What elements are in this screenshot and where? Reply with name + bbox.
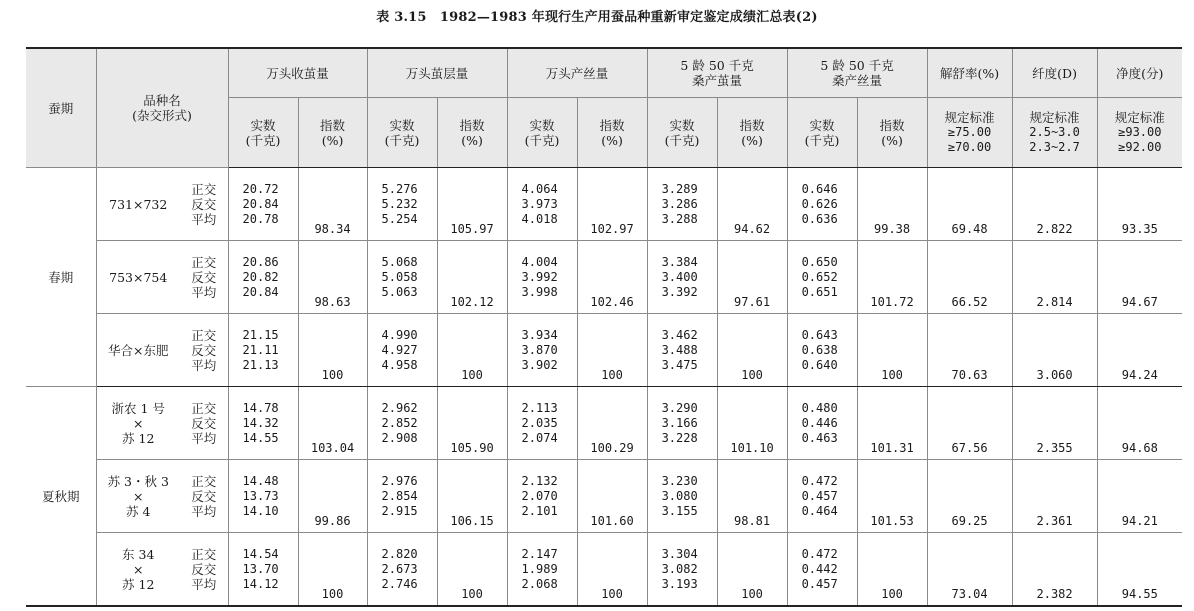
header-cocoon-yield — [228, 48, 367, 98]
mulberry-cocoon-index: 100 — [717, 533, 787, 607]
mulberry-silk-values-line: 0.464 — [801, 503, 838, 518]
table-row — [26, 533, 1182, 607]
cross-type-line: 正交 — [191, 254, 217, 270]
mulberry-cocoon-values-line: 3.080 — [661, 488, 698, 503]
cocoon-yield-values-line: 20.72 — [242, 181, 279, 196]
header-index — [717, 98, 787, 168]
silk-yield-values-line: 2.101 — [521, 503, 558, 518]
header-line: 实数 — [669, 117, 695, 133]
mulberry-cocoon-values — [647, 168, 717, 241]
table-caption: 表 3.15 1982—1983 年现行生产用蚕品种重新审定鉴定成绩汇总表(2) — [376, 10, 818, 25]
silk-yield-values — [507, 533, 577, 607]
variety-name — [96, 314, 180, 387]
cocoon-yield-index: 98.63 — [298, 241, 367, 314]
header-line: (千克) — [804, 132, 840, 148]
mulberry-cocoon-index: 98.81 — [717, 460, 787, 533]
season-cell: 夏秋期 — [26, 387, 96, 607]
header-line: 实数 — [809, 117, 835, 133]
header-actual — [647, 98, 717, 168]
filament-size: 2.814 — [1012, 241, 1097, 314]
filament-size: 2.382 — [1012, 533, 1097, 607]
silk-yield-values-line: 2.074 — [521, 430, 558, 445]
header-index — [298, 98, 367, 168]
mulberry-silk-values-line: 0.646 — [801, 181, 838, 196]
mulberry-cocoon-values — [647, 387, 717, 460]
variety-name-line: 苏 4 — [126, 503, 151, 519]
variety-name-line: 东 34 — [122, 546, 155, 562]
header-line: 万头产丝量 — [545, 65, 609, 81]
header-line: (%) — [601, 132, 623, 148]
mulberry-cocoon-values-line: 3.475 — [661, 357, 698, 372]
cross-type-line: 正交 — [191, 327, 217, 343]
header-line: (%) — [741, 132, 763, 148]
header-line: 指数 — [739, 117, 765, 133]
filament-size: 2.361 — [1012, 460, 1097, 533]
cocoon-yield-values-line: 14.32 — [242, 415, 279, 430]
variety-name — [96, 460, 180, 533]
cocoon-yield-values-line: 14.48 — [242, 473, 279, 488]
header-line: 指数 — [599, 117, 625, 133]
silk-yield-index: 100 — [577, 314, 647, 387]
header-line: ≥75.00 — [947, 125, 992, 139]
silk-yield-values-line: 3.998 — [521, 284, 558, 299]
silk-yield-index: 102.46 — [577, 241, 647, 314]
neatness-score: 94.55 — [1097, 533, 1182, 607]
mulberry-cocoon-values-line: 3.155 — [661, 503, 698, 518]
header-shell-weight — [367, 48, 507, 98]
header-actual — [228, 98, 298, 168]
filament-size: 2.822 — [1012, 168, 1097, 241]
mulberry-cocoon-values-line: 3.230 — [661, 473, 698, 488]
table-row — [26, 314, 1182, 387]
cocoon-yield-values-line: 14.78 — [242, 400, 279, 415]
table-row — [26, 168, 1182, 241]
cross-type-line: 平均 — [191, 576, 217, 592]
table-row — [26, 460, 1182, 533]
cocoon-yield-values-line: 14.12 — [242, 576, 279, 591]
variety-name-line: × — [133, 488, 144, 504]
mulberry-cocoon-values — [647, 460, 717, 533]
shell-weight-values-line: 2.852 — [381, 415, 418, 430]
cross-type-line: 平均 — [191, 211, 217, 227]
header-variety — [96, 48, 228, 168]
shell-weight-index: 106.15 — [437, 460, 507, 533]
mulberry-cocoon-index: 101.10 — [717, 387, 787, 460]
silk-yield-values-line: 2.068 — [521, 576, 558, 591]
silk-yield-values — [507, 168, 577, 241]
header-season: 蚕期 — [26, 48, 96, 168]
shell-weight-values — [367, 241, 437, 314]
silk-yield-values — [507, 314, 577, 387]
neatness-score: 94.21 — [1097, 460, 1182, 533]
silk-yield-values-line: 3.870 — [521, 342, 558, 357]
silk-yield-values-line: 3.934 — [521, 327, 558, 342]
mulberry-silk-values — [787, 460, 857, 533]
silk-yield-values-line: 2.113 — [521, 400, 558, 415]
header-line: (%) — [321, 132, 344, 148]
shell-weight-values — [367, 460, 437, 533]
header-line: 2.3~2.7 — [1029, 140, 1080, 154]
cross-type — [180, 460, 228, 533]
shell-weight-values-line: 5.232 — [381, 196, 418, 211]
header-line: (千克) — [664, 132, 700, 148]
header-line: ≥70.00 — [947, 140, 992, 154]
cross-type-line: 正交 — [191, 546, 217, 562]
cross-type — [180, 533, 228, 607]
cocoon-yield-values-line: 21.15 — [242, 327, 279, 342]
silk-yield-values-line: 3.992 — [521, 269, 558, 284]
silk-yield-values-line: 2.070 — [521, 488, 558, 503]
mulberry-silk-values — [787, 314, 857, 387]
mulberry-silk-values-line: 0.643 — [801, 327, 838, 342]
mulberry-cocoon-values-line: 3.290 — [661, 400, 698, 415]
mulberry-cocoon-values-line: 3.289 — [661, 181, 698, 196]
shell-weight-values-line: 5.254 — [381, 211, 418, 226]
header-mulberry-silk — [787, 48, 927, 98]
header-index — [577, 98, 647, 168]
shell-weight-index: 105.97 — [437, 168, 507, 241]
cross-type — [180, 168, 228, 241]
shell-weight-values — [367, 314, 437, 387]
shell-weight-index: 100 — [437, 533, 507, 607]
shell-weight-values-line: 2.854 — [381, 488, 418, 503]
cross-type-line: 平均 — [191, 430, 217, 446]
shell-weight-values-line: 2.746 — [381, 576, 418, 591]
header-line: 5 龄 50 千克 — [820, 58, 894, 73]
cocoon-yield-index: 99.86 — [298, 460, 367, 533]
mulberry-cocoon-values — [647, 533, 717, 607]
mulberry-silk-index: 101.31 — [857, 387, 927, 460]
cross-type — [180, 241, 228, 314]
cocoon-yield-values-line: 14.10 — [242, 503, 279, 518]
cross-type-line: 正交 — [191, 473, 217, 489]
silk-yield-index: 100.29 — [577, 387, 647, 460]
mulberry-cocoon-values-line: 3.193 — [661, 576, 698, 591]
cocoon-yield-values-line: 20.86 — [242, 254, 279, 269]
cocoon-yield-values — [228, 387, 298, 460]
mulberry-silk-values — [787, 387, 857, 460]
mulberry-silk-values-line: 0.638 — [801, 342, 838, 357]
header-line: 指数 — [459, 117, 485, 133]
variety-name-line: × — [133, 561, 144, 577]
neatness-score: 94.24 — [1097, 314, 1182, 387]
silk-yield-values-line: 1.989 — [521, 561, 558, 576]
cocoon-yield-values-line: 13.73 — [242, 488, 279, 503]
header-actual — [507, 98, 577, 168]
cross-type-line: 反交 — [191, 488, 217, 504]
neatness-score: 93.35 — [1097, 168, 1182, 241]
cross-type-line: 反交 — [191, 342, 217, 358]
cross-type-line: 反交 — [191, 269, 217, 285]
shell-weight-values-line: 5.276 — [381, 181, 418, 196]
variety-name-line: × — [133, 415, 144, 431]
header-silk-yield — [507, 48, 647, 98]
cross-type — [180, 387, 228, 460]
season-cell: 春期 — [26, 168, 96, 387]
mulberry-silk-values-line: 0.640 — [801, 357, 838, 372]
header-size-standard — [1012, 98, 1097, 168]
cocoon-yield-values-line: 20.78 — [242, 211, 279, 226]
cocoon-yield-values-line: 20.84 — [242, 284, 279, 299]
shell-weight-values-line: 2.908 — [381, 430, 418, 445]
header-line: 5 龄 50 千克 — [680, 58, 754, 73]
silk-yield-index: 100 — [577, 533, 647, 607]
silk-yield-index: 101.60 — [577, 460, 647, 533]
shell-weight-values-line: 4.927 — [381, 342, 418, 357]
mulberry-cocoon-values-line: 3.392 — [661, 284, 698, 299]
mulberry-cocoon-values-line: 3.400 — [661, 269, 698, 284]
cross-type-line: 平均 — [191, 503, 217, 519]
header-line: (%) — [461, 132, 483, 148]
mulberry-cocoon-values-line: 3.228 — [661, 430, 698, 445]
mulberry-cocoon-values-line: 3.166 — [661, 415, 698, 430]
cross-type — [180, 314, 228, 387]
cocoon-yield-values — [228, 168, 298, 241]
silk-yield-index: 102.97 — [577, 168, 647, 241]
neatness-score: 94.68 — [1097, 387, 1182, 460]
mulberry-silk-index: 100 — [857, 314, 927, 387]
shell-weight-index: 102.12 — [437, 241, 507, 314]
variety-name-line: 浙农 1 号 — [111, 400, 165, 416]
header-mulberry-cocoon — [647, 48, 787, 98]
shell-weight-values-line: 2.915 — [381, 503, 418, 518]
silk-yield-values-line: 4.018 — [521, 211, 558, 226]
cross-type-line: 正交 — [191, 181, 217, 197]
shell-weight-index: 105.90 — [437, 387, 507, 460]
shell-weight-values-line: 2.962 — [381, 400, 418, 415]
reeling-rate: 66.52 — [927, 241, 1012, 314]
filament-size: 2.355 — [1012, 387, 1097, 460]
cross-type-line: 平均 — [191, 284, 217, 300]
silk-yield-values-line: 4.004 — [521, 254, 558, 269]
silk-yield-values-line: 2.035 — [521, 415, 558, 430]
header-actual — [367, 98, 437, 168]
shell-weight-values — [367, 533, 437, 607]
cocoon-yield-values-line: 14.54 — [242, 546, 279, 561]
silk-yield-values — [507, 460, 577, 533]
header-line: ≥92.00 — [1118, 140, 1162, 154]
shell-weight-values-line: 5.068 — [381, 254, 418, 269]
header-line: 2.5~3.0 — [1029, 125, 1080, 139]
mulberry-cocoon-values — [647, 241, 717, 314]
mulberry-cocoon-values-line: 3.384 — [661, 254, 698, 269]
table-body — [26, 168, 1182, 607]
header-line: 规定标准 — [1029, 110, 1080, 125]
cocoon-yield-values-line: 21.11 — [242, 342, 279, 357]
mulberry-silk-values-line: 0.457 — [801, 576, 838, 591]
mulberry-silk-values-line: 0.652 — [801, 269, 838, 284]
variety-name-line: 苏 12 — [122, 576, 155, 592]
neatness-score: 94.67 — [1097, 241, 1182, 314]
reeling-rate: 73.04 — [927, 533, 1012, 607]
header-variety-line: (杂交形式) — [132, 108, 192, 123]
cross-type-line: 反交 — [191, 415, 217, 431]
header-size: 纤度(D) — [1012, 48, 1097, 98]
header-line: 实数 — [529, 117, 555, 133]
reeling-rate: 69.25 — [927, 460, 1012, 533]
cocoon-yield-values-line: 14.55 — [242, 430, 279, 445]
cross-type-line: 反交 — [191, 561, 217, 577]
header-line: (千克) — [245, 132, 281, 148]
cocoon-yield-values — [228, 314, 298, 387]
header-line: 指数 — [879, 117, 905, 133]
header-line: 万头茧层量 — [405, 65, 469, 81]
shell-weight-values-line: 4.990 — [381, 327, 418, 342]
cocoon-yield-values-line: 21.13 — [242, 357, 279, 372]
mulberry-cocoon-values-line: 3.082 — [661, 561, 698, 576]
cocoon-yield-values — [228, 241, 298, 314]
header-line: 规定标准 — [944, 110, 995, 125]
header-line: 万头收茧量 — [266, 65, 329, 81]
mulberry-cocoon-values-line: 3.488 — [661, 342, 698, 357]
header-line: ≥93.00 — [1118, 125, 1162, 139]
variety-name-line: 华合×东肥 — [108, 342, 169, 358]
mulberry-cocoon-values-line: 3.304 — [661, 546, 698, 561]
cocoon-yield-values-line: 13.70 — [242, 561, 279, 576]
header-line: 规定标准 — [1114, 110, 1165, 125]
mulberry-cocoon-index: 97.61 — [717, 241, 787, 314]
reeling-rate: 70.63 — [927, 314, 1012, 387]
shell-weight-values-line: 4.958 — [381, 357, 418, 372]
mulberry-silk-values — [787, 241, 857, 314]
table-row — [26, 241, 1182, 314]
shell-weight-values-line: 2.820 — [381, 546, 418, 561]
shell-weight-index: 100 — [437, 314, 507, 387]
variety-name — [96, 387, 180, 460]
mulberry-silk-values-line: 0.442 — [801, 561, 838, 576]
mulberry-silk-values-line: 0.463 — [801, 430, 838, 445]
silk-yield-values-line: 3.973 — [521, 196, 558, 211]
variety-name-line: 苏 3・秋 3 — [107, 473, 169, 489]
mulberry-silk-index: 101.72 — [857, 241, 927, 314]
mulberry-cocoon-values-line: 3.288 — [661, 211, 698, 226]
mulberry-silk-index: 99.38 — [857, 168, 927, 241]
header-line: (%) — [881, 132, 903, 148]
shell-weight-values-line: 5.063 — [381, 284, 418, 299]
cocoon-yield-index: 100 — [298, 533, 367, 607]
mulberry-silk-values-line: 0.636 — [801, 211, 838, 226]
silk-yield-values-line: 4.064 — [521, 181, 558, 196]
cocoon-yield-index: 98.34 — [298, 168, 367, 241]
cocoon-yield-values-line: 20.82 — [242, 269, 279, 284]
mulberry-silk-values — [787, 533, 857, 607]
shell-weight-values-line: 2.673 — [381, 561, 418, 576]
results-table — [26, 47, 1182, 607]
silk-yield-values-line: 2.132 — [521, 473, 558, 488]
header-line: 桑产丝量 — [832, 73, 883, 88]
mulberry-cocoon-index: 94.62 — [717, 168, 787, 241]
silk-yield-values-line: 3.902 — [521, 357, 558, 372]
header-neatness-standard — [1097, 98, 1182, 168]
mulberry-silk-values-line: 0.480 — [801, 400, 838, 415]
mulberry-silk-values-line: 0.457 — [801, 488, 838, 503]
mulberry-silk-values-line: 0.626 — [801, 196, 838, 211]
table-row — [26, 387, 1182, 460]
cross-type-line: 正交 — [191, 400, 217, 416]
header-reeling: 解舒率(%) — [927, 48, 1012, 98]
reeling-rate: 69.48 — [927, 168, 1012, 241]
silk-yield-values — [507, 387, 577, 460]
header-line: 实数 — [250, 117, 276, 133]
mulberry-silk-values — [787, 168, 857, 241]
header-variety-line: 品种名 — [143, 93, 181, 108]
mulberry-silk-values-line: 0.472 — [801, 473, 838, 488]
header-reeling-standard — [927, 98, 1012, 168]
cross-type-line: 平均 — [191, 357, 217, 373]
cocoon-yield-index: 103.04 — [298, 387, 367, 460]
variety-name-line: 731×732 — [109, 196, 168, 212]
shell-weight-values-line: 2.976 — [381, 473, 418, 488]
mulberry-silk-values-line: 0.650 — [801, 254, 838, 269]
mulberry-silk-values-line: 0.446 — [801, 415, 838, 430]
shell-weight-values-line: 5.058 — [381, 269, 418, 284]
variety-name — [96, 533, 180, 607]
header-line: 指数 — [320, 117, 346, 133]
mulberry-cocoon-values-line: 3.286 — [661, 196, 698, 211]
header-line: (千克) — [524, 132, 560, 148]
header-line: 桑产茧量 — [692, 73, 743, 88]
variety-name-line: 753×754 — [109, 269, 168, 285]
cross-type-line: 反交 — [191, 196, 217, 212]
mulberry-cocoon-values-line: 3.462 — [661, 327, 698, 342]
cocoon-yield-values — [228, 533, 298, 607]
cocoon-yield-values-line: 20.84 — [242, 196, 279, 211]
mulberry-silk-values-line: 0.472 — [801, 546, 838, 561]
mulberry-silk-index: 100 — [857, 533, 927, 607]
mulberry-silk-index: 101.53 — [857, 460, 927, 533]
filament-size: 3.060 — [1012, 314, 1097, 387]
header-line: (千克) — [384, 132, 420, 148]
header-neatness: 净度(分) — [1097, 48, 1182, 98]
silk-yield-values — [507, 241, 577, 314]
header-index — [857, 98, 927, 168]
variety-name — [96, 168, 180, 241]
mulberry-silk-values-line: 0.651 — [801, 284, 838, 299]
header-actual — [787, 98, 857, 168]
variety-name-line: 苏 12 — [122, 430, 155, 446]
cocoon-yield-index: 100 — [298, 314, 367, 387]
shell-weight-values — [367, 387, 437, 460]
mulberry-cocoon-index: 100 — [717, 314, 787, 387]
table-header — [26, 48, 1182, 168]
reeling-rate: 67.56 — [927, 387, 1012, 460]
cocoon-yield-values — [228, 460, 298, 533]
header-line: 实数 — [389, 117, 415, 133]
silk-yield-values-line: 2.147 — [521, 546, 558, 561]
mulberry-cocoon-values — [647, 314, 717, 387]
shell-weight-values — [367, 168, 437, 241]
header-index — [437, 98, 507, 168]
variety-name — [96, 241, 180, 314]
